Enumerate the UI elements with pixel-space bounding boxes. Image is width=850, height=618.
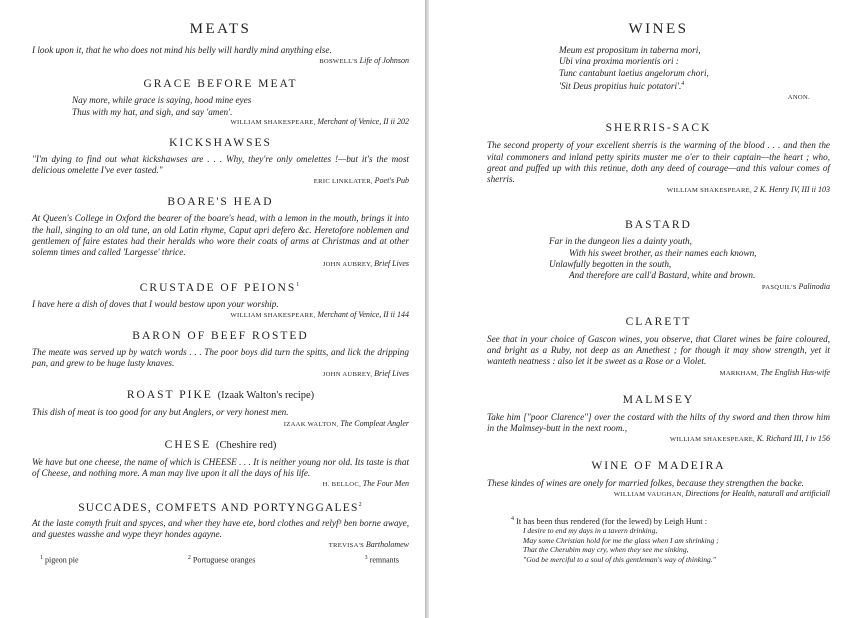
section-source: TREVISA'S Bartholomew xyxy=(328,539,409,549)
section-source: ERIC LINKLATER, Poet's Pub xyxy=(313,176,409,186)
section-quote: At Queen's College in Oxford the bearer of the boare's head, with a lemon in the mouth, brings it into the hall, singing to an old tune, an old Latin rhyme, Caput apri defero &c. Heretofore noblemen and gentlemen of faire estates had their heralds who wore their coats of arms at Christmas and at other solemn times and called 'Largesse' thrice. xyxy=(32,213,409,258)
section-heading: MALMSEY xyxy=(622,393,695,406)
section-quote: This dish of meat is too good for any but Anglers, or very honest men. xyxy=(32,407,289,418)
footnote: $^1$ pigeon pie xyxy=(40,554,79,565)
section-heading: SHERRIS-SACK xyxy=(605,122,712,135)
section-source: IZAAK WALTON, The Compleat Angler xyxy=(283,418,409,428)
section-source: WILLIAM SHAKESPEARE, K. Richard III, I iv 156 xyxy=(669,434,830,444)
section-heading: BASTARD xyxy=(625,219,692,232)
section-source: JOHN AUBREY, Brief Lives xyxy=(322,258,409,268)
footnotes xyxy=(32,555,409,565)
section-quote: We have but one cheese, the name of which is CHEESE . . . It is neither young nor old. Its taste is that of Cheese, and nothing more. A man may live upon it all the days of his life. xyxy=(32,456,409,478)
section-heading: BOARE'S HEAD xyxy=(167,196,274,209)
section-quote: "I'm dying to find out what kickshawses are . . . Why, they're only omelettes !—but it's the most delicious omelette I've ever tasted." xyxy=(32,153,409,176)
footnote: $^3$ remnants xyxy=(364,554,399,565)
section-source: WILLIAM SHAKESPEARE, 2 K. Henry IV, III ii 103 xyxy=(666,185,830,195)
section-source: WILLIAM SHAKESPEARE, Merchant of Venice, II ii 144 xyxy=(230,309,409,319)
footnote: $^4$ It has been thus rendered (for the lewed) by Leigh Hunt : I desire to end my days in a tavern drinking, May some Christian hold for me the glass when I am shrinking ; That the Cherubim may cry, when they see me sinking, "God be merciful to a soul of this gentleman's way of thinking." xyxy=(511,516,719,564)
section-quote: These kindes of wines are onely for married folkes, because they strengthen the backe. xyxy=(487,478,804,489)
section-heading: SUCCADES, COMFETS AND PORTYNGGALES$^2$ xyxy=(78,502,363,515)
section-heading: CLARETT xyxy=(625,315,692,328)
section-heading: BARON OF BEEF ROSTED xyxy=(132,329,309,342)
section-quote: The second property of your excellent sherris is the warming of the blood . . . and then the vital commoners and inland petty spirits muster me o'er to their captain—the heart ; who, great and puffed up with this retinue, doth any deed of courage—and this valour comes of sherris. xyxy=(487,140,830,185)
section-source: WILLIAM VAUGHAN, Directions for Health, naturall and artificiall xyxy=(613,489,830,499)
section-verse: Nay more, while grace is saying, hood mine eyes Thus with my hat, and sigh, and say 'amen'. xyxy=(72,95,252,117)
section-quote: See that in your choice of Gascon wines, you observe, that Claret wines be faire coloured, and bright as a Ruby, not deep as an Amethest ; for though it may show strength, yet it wanteth neatness : also let it be sweet as a Rose or a Violet. xyxy=(487,333,830,367)
section-heading: CRUSTADE OF PEIONS$^1$ xyxy=(139,281,302,294)
section-heading: GRACE BEFORE MEAT xyxy=(143,78,298,91)
page-title: WINES xyxy=(628,21,689,37)
intro-quote: I look upon it, that he who does not mind his belly will hardly mind anything else. xyxy=(32,45,332,55)
wines-page xyxy=(429,0,850,618)
intro-verse: Meum est propositum in taberna mori, Ubi vina proxima morientis ori : Tunc cantabunt laetius angelorum chori, 'Sit Deus propitius huic potatori'.$^4$ xyxy=(559,45,709,91)
page-title: MEATS xyxy=(189,21,252,37)
section-verse: Far in the dungeon lies a dainty youth, With his sweet brother, as their names each known, Unlawfully begotten in the south, And therefore are call'd Bastard, white and brown. xyxy=(549,236,757,281)
section-heading: ROAST PIKE (Izaak Walton's recipe) xyxy=(126,389,315,402)
section-source: H. BELLOC, The Four Men xyxy=(322,479,409,489)
section-quote: I have here a dish of doves that I would bestow upon your worship. xyxy=(32,298,279,309)
section-source: WILLIAM SHAKESPEARE, Merchant of Venice, II ii 202 xyxy=(230,116,409,126)
section-source: JOHN AUBREY, Brief Lives xyxy=(322,369,409,379)
section-source: PASQUIL'S Palinodia xyxy=(761,281,830,291)
section-source: MARKHAM, The English Hus-wife xyxy=(719,367,830,377)
footnote: $^2$ Portuguese oranges xyxy=(187,554,256,565)
section-quote: Take him ["poor Clarence"] over the costard with the hilts of thy sword and then throw him in the Malmsey-butt in the next room., xyxy=(487,411,830,433)
section-heading: WINE OF MADEIRA xyxy=(591,460,726,473)
section-quote: The meate was served up by watch words . . . The poor boys did turn the spitts, and lick the dripping pan, and grew to be huge lusty knaves. xyxy=(32,346,409,369)
section-heading: KICKSHAWSES xyxy=(169,136,272,149)
intro-source: BOSWELL'S Life of Johnson xyxy=(319,56,409,66)
section-heading: CHESE (Cheshire red) xyxy=(164,438,277,451)
intro-source: ANON. xyxy=(787,94,810,102)
section-quote: At the laste comyth fruit and spyces, and wher they have ete, bord clothes and relyf³ ben borne awaye, and guestes wasshe and wype theyr hondes agayne. xyxy=(32,518,409,540)
